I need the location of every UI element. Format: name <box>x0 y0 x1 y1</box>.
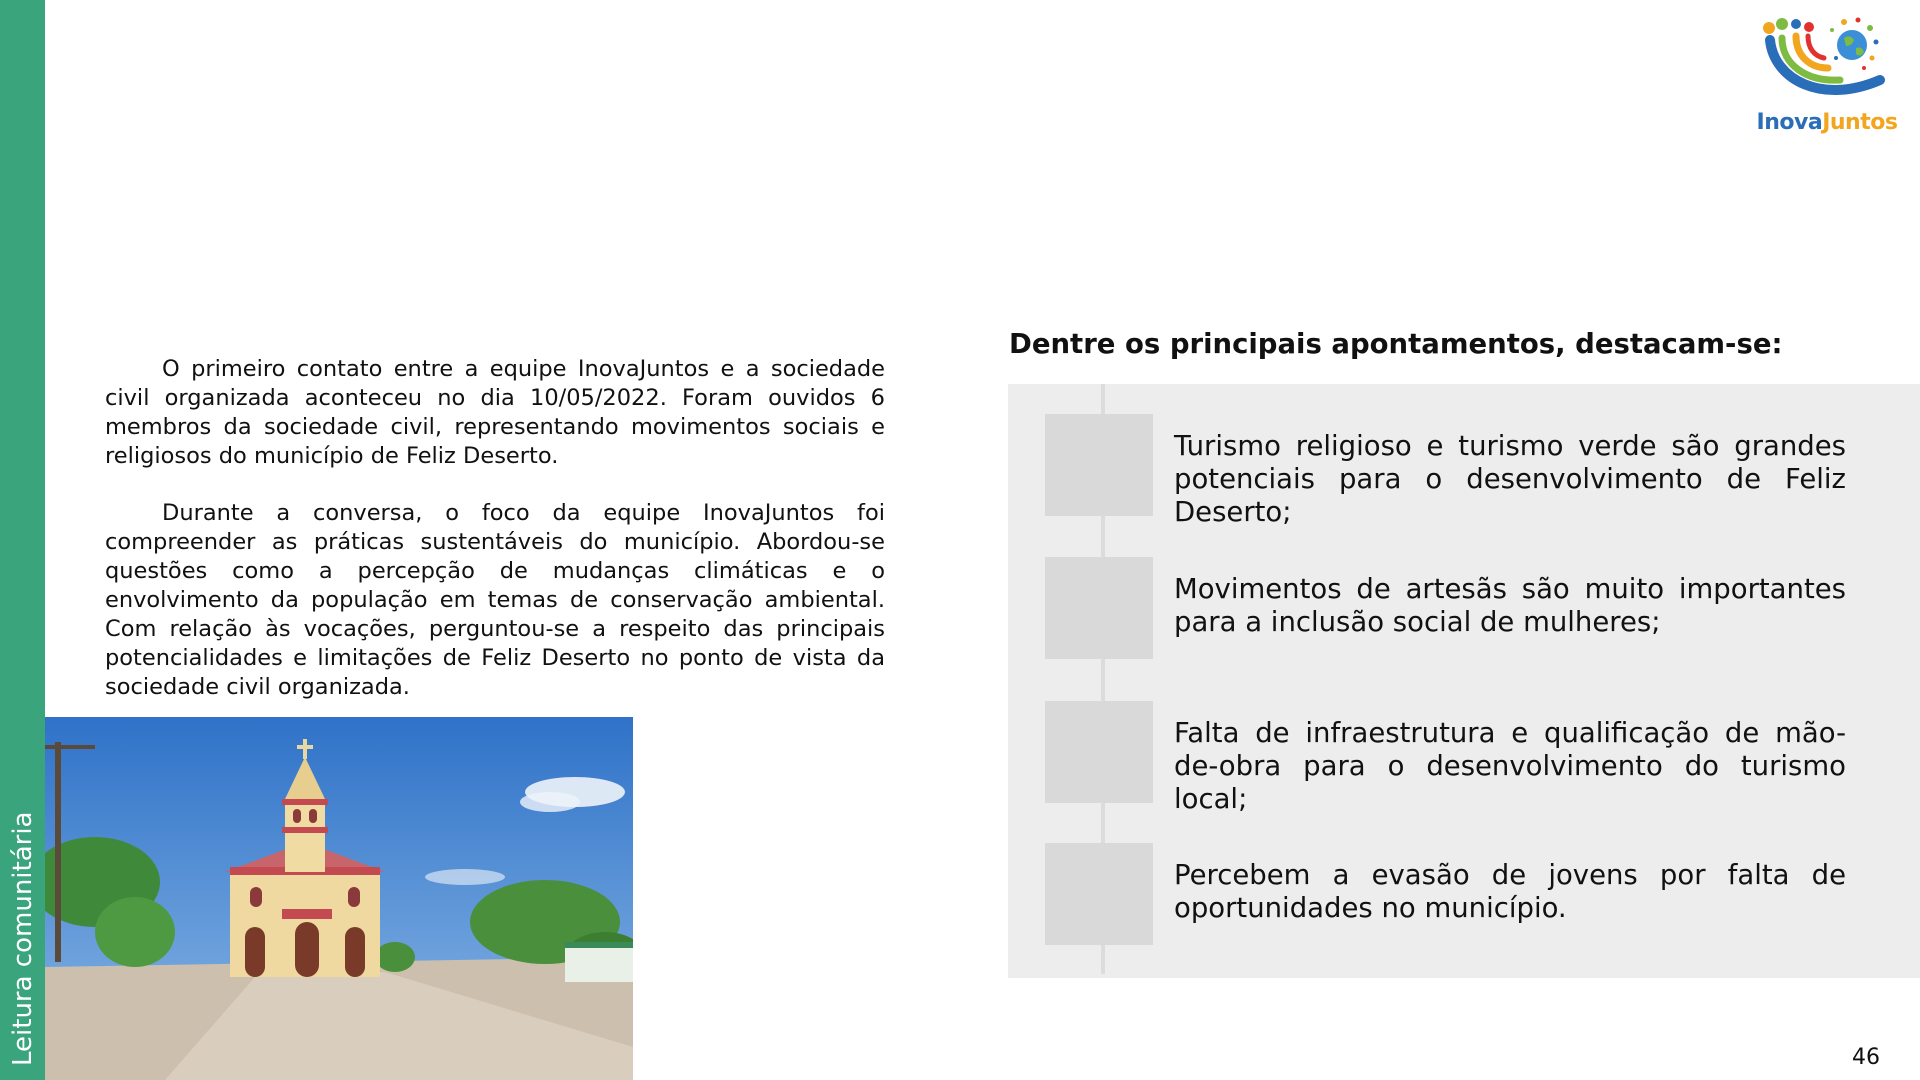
intro-paragraph: O primeiro contato entre a equipe InovaJuntos e a sociedade civil organizada aconteceu no dia 10/05/2022. Foram ouvidos 6 membros da sociedade civil, representando movimentos sociais e religiosos do município de Feliz Deserto. <box>105 356 885 469</box>
highlight-marker <box>1045 557 1153 659</box>
highlight-item <box>1045 701 1905 815</box>
side-band <box>0 0 45 1080</box>
intro-paragraph: Durante a conversa, o foco da equipe InovaJuntos foi compreender as práticas sustentáveis do município. Abordou-se questões como a percepção de mudanças climáticas e o envolvimento da população em temas de conservação ambiental. Com relação às vocações, perguntou-se a respeito das principais potencialidades e limitações de Feliz Deserto no ponto de vista da sociedade civil organizada. <box>105 500 885 700</box>
highlight-item <box>1045 414 1905 528</box>
logo-graphic <box>1752 10 1902 108</box>
highlight-marker <box>1045 843 1153 945</box>
page-number: 46 <box>1852 1045 1880 1070</box>
church-photo <box>45 717 633 1080</box>
highlight-text: Percebem a evasão de jovens por falta de oportunidades no município. <box>1174 859 1846 924</box>
logo-wordmark <box>1752 110 1902 135</box>
highlight-item <box>1045 557 1905 659</box>
highlight-marker <box>1045 414 1153 516</box>
section-label: Leitura comunitária <box>8 811 38 1066</box>
highlight-item <box>1045 843 1905 945</box>
intro-text <box>105 355 885 730</box>
logo-text-juntos: Juntos <box>1822 110 1898 135</box>
church-photo-illustration <box>45 717 633 1080</box>
logo-text-inova: Inova <box>1756 110 1823 135</box>
highlight-text: Movimentos de artesãs são muito importantes para a inclusão social de mulheres; <box>1174 573 1846 638</box>
highlight-text: Turismo religioso e turismo verde são grandes potenciais para o desenvolvimento de Feliz Deserto; <box>1174 430 1846 528</box>
inovajuntos-logo <box>1752 10 1902 135</box>
highlights-panel <box>1008 384 1920 978</box>
highlight-text: Falta de infraestrutura e qualificação de mão-de-obra para o desenvolvimento do turismo local; <box>1174 717 1846 815</box>
highlights-title: Dentre os principais apontamentos, destacam-se: <box>1009 328 1783 360</box>
highlight-marker <box>1045 701 1153 803</box>
